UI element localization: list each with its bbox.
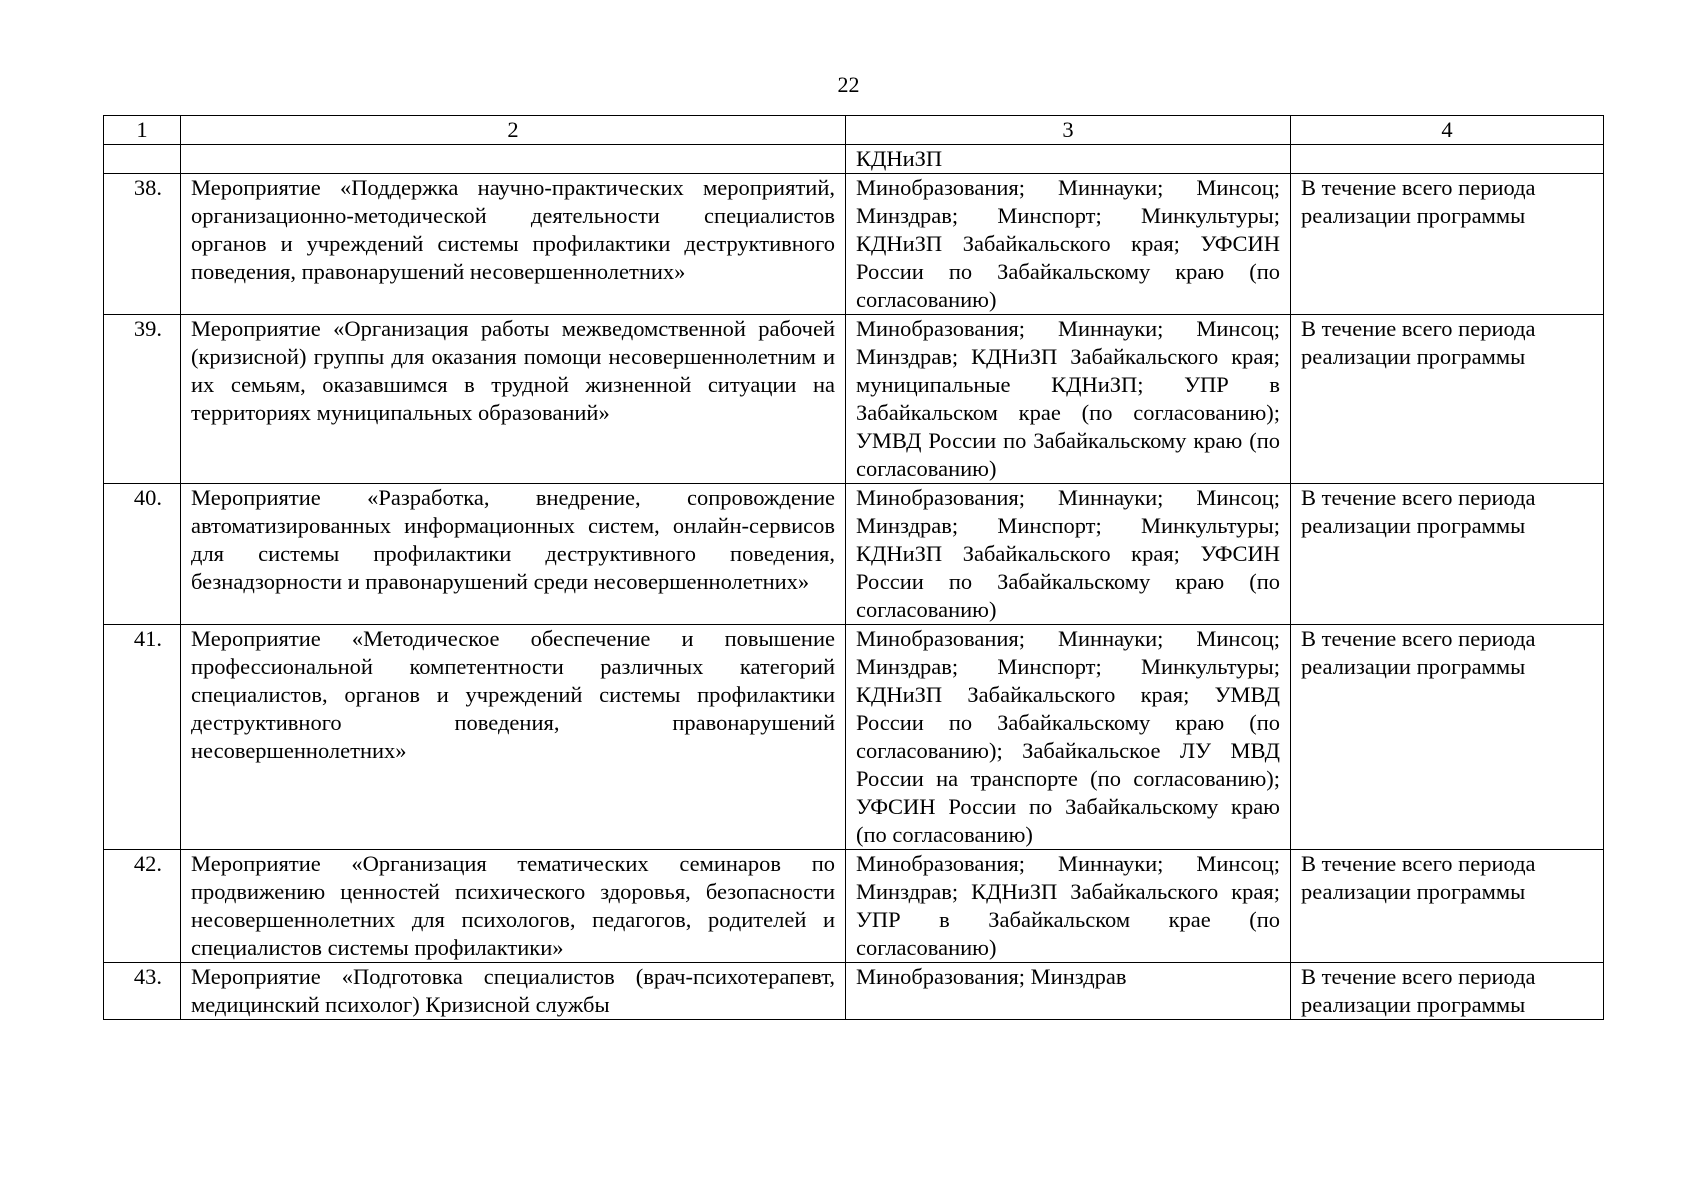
table-row <box>104 963 1604 1020</box>
event-cell: Мероприятие «Поддержка научно-практических мероприятий, организационно-методической деятельности специалистов органов и учреждений системы профилактики деструктивного поведения, правонарушений несовершеннолетних» <box>181 174 846 315</box>
period-cell: В течение всего периода реализации программы <box>1291 174 1604 315</box>
row-number: 40. <box>104 484 181 625</box>
executors-cell: Минобразования; Миннауки; Минсоц; Минздрав; Минспорт; Минкультуры; КДНиЗП Забайкальского края; УФСИН России по Забайкальскому краю (по согласованию) <box>846 484 1291 625</box>
continuation-event-cell <box>181 145 846 174</box>
continuation-row <box>104 145 1604 174</box>
period-cell: В течение всего периода реализации программы <box>1291 963 1604 1020</box>
row-number: 43. <box>104 963 181 1020</box>
row-number: 42. <box>104 850 181 963</box>
table-row <box>104 850 1604 963</box>
table-header-row <box>104 116 1604 145</box>
executors-cell: Минобразования; Миннауки; Минсоц; Минздрав; Минспорт; Минкультуры; КДНиЗП Забайкальского края; УМВД России по Забайкальскому краю (по согласованию); Забайкальское ЛУ МВД России на транспорте (по согласованию); УФСИН России по Забайкальскому краю (по согласованию) <box>846 625 1291 850</box>
period-cell: В течение всего периода реализации программы <box>1291 850 1604 963</box>
event-cell: Мероприятие «Разработка, внедрение, сопровождение автоматизированных информационных систем, онлайн-сервисов для системы профилактики деструктивного поведения, безнадзорности и правонарушений среди несовершеннолетних» <box>181 484 846 625</box>
page-number: 22 <box>837 72 860 97</box>
event-cell: Мероприятие «Организация тематических семинаров по продвижению ценностей психического здоровья, безопасности несовершеннолетних для психологов, педагогов, родителей и специалистов системы профилактики» <box>181 850 846 963</box>
continuation-period-cell <box>1291 145 1604 174</box>
row-number: 38. <box>104 174 181 315</box>
column-header-1: 1 <box>104 116 181 145</box>
table-row <box>104 625 1604 850</box>
column-header-2: 2 <box>181 116 846 145</box>
table-row <box>104 484 1604 625</box>
period-cell: В течение всего периода реализации программы <box>1291 625 1604 850</box>
table-row <box>104 174 1604 315</box>
executors-cell: Минобразования; Миннауки; Минсоц; Минздрав; Минспорт; Минкультуры; КДНиЗП Забайкальского края; УФСИН России по Забайкальскому краю (по согласованию) <box>846 174 1291 315</box>
program-events-table <box>103 115 1604 1020</box>
period-cell: В течение всего периода реализации программы <box>1291 484 1604 625</box>
event-cell <box>181 963 846 1020</box>
executors-cell: Минобразования; Миннауки; Минсоц; Минздрав; КДНиЗП Забайкальского края; муниципальные КДНиЗП; УПР в Забайкальском крае (по согласованию); УМВД России по Забайкальскому краю (по согласованию) <box>846 315 1291 484</box>
executors-cell: Минобразования; Минздрав <box>846 963 1291 1020</box>
period-cell: В течение всего периода реализации программы <box>1291 315 1604 484</box>
continuation-executors-cell: КДНиЗП <box>846 145 1291 174</box>
row-number: 39. <box>104 315 181 484</box>
event-cell-text: Мероприятие «Подготовка специалистов (врач-психотерапевт, медицинский психолог) Кризисной службы <box>191 964 835 1017</box>
column-header-4: 4 <box>1291 116 1604 145</box>
continuation-num-cell <box>104 145 181 174</box>
event-cell: Мероприятие «Методическое обеспечение и повышение профессиональной компетентности различных категорий специалистов, органов и учреждений системы профилактики деструктивного поведения, правонарушений несовершеннолетних» <box>181 625 846 850</box>
event-cell: Мероприятие «Организация работы межведомственной рабочей (кризисной) группы для оказания помощи несовершеннолетним и их семьям, оказавшимся в трудной жизненной ситуации на территориях муниципальных образований» <box>181 315 846 484</box>
table-row <box>104 315 1604 484</box>
column-header-3: 3 <box>846 116 1291 145</box>
executors-cell: Минобразования; Миннауки; Минсоц; Минздрав; КДНиЗП Забайкальского края; УПР в Забайкальском крае (по согласованию) <box>846 850 1291 963</box>
row-number: 41. <box>104 625 181 850</box>
